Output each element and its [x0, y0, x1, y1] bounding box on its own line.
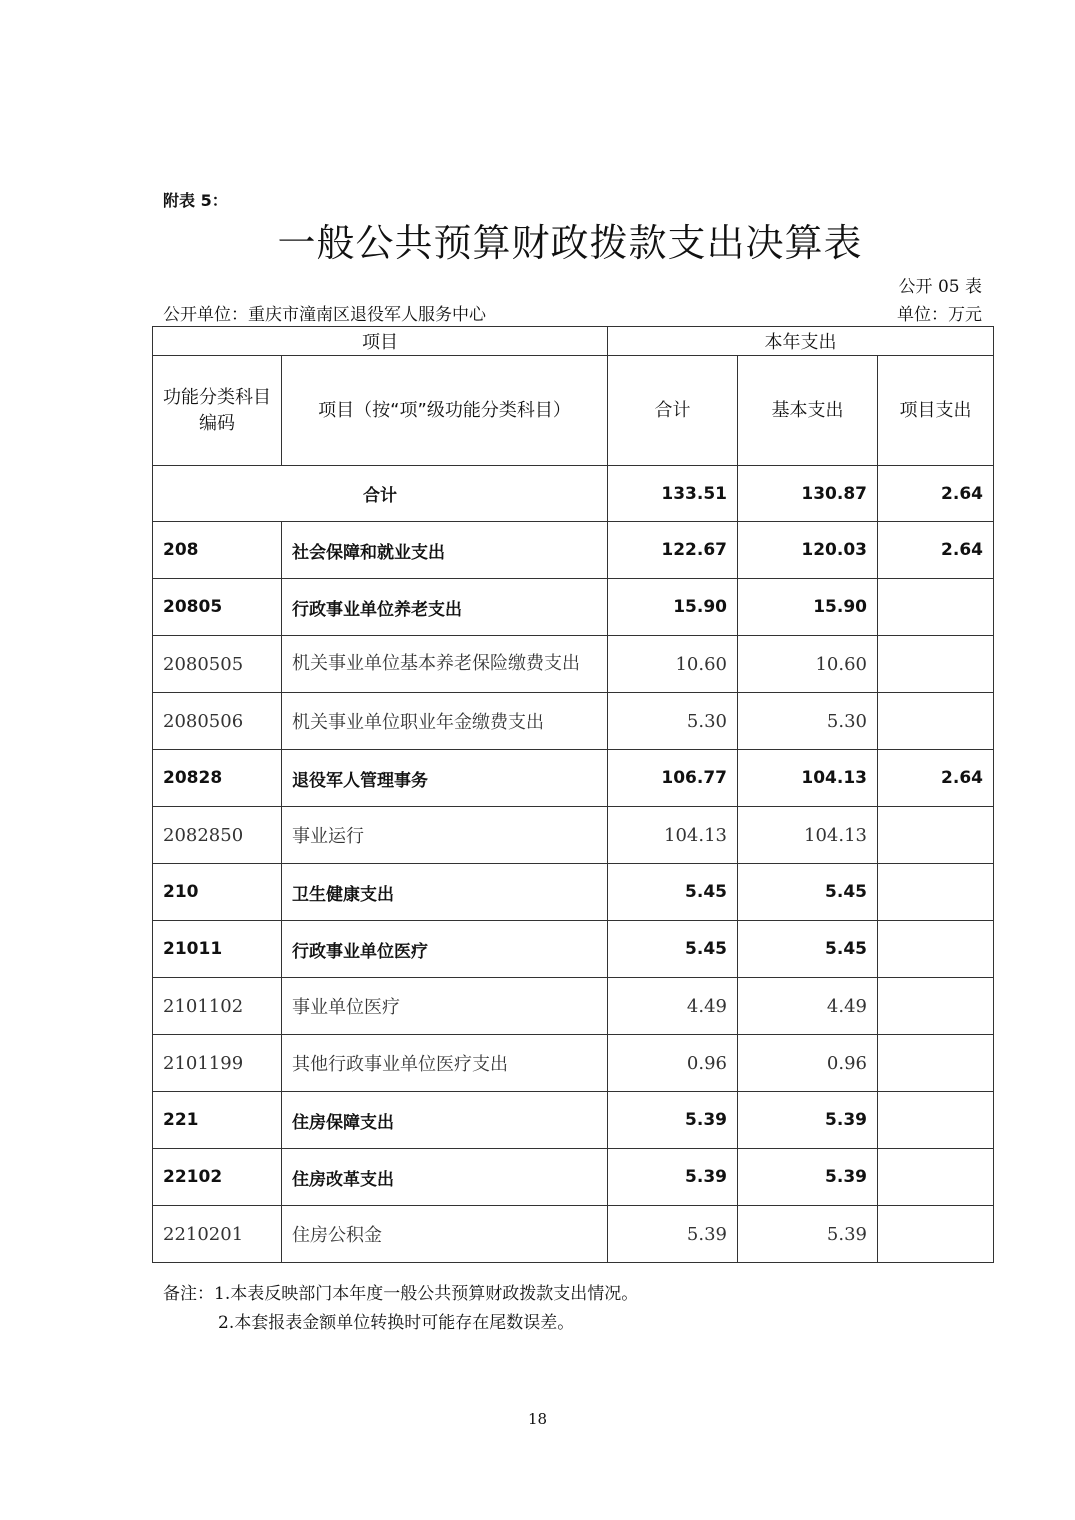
- header-name: 项目（按“项”级功能分类科目）: [282, 356, 608, 466]
- row-code: 2101102: [153, 978, 282, 1035]
- page-title: 一般公共预算财政拨款支出决算表: [277, 221, 863, 265]
- table-row: [153, 522, 994, 579]
- row-total: 0.96: [608, 1035, 738, 1092]
- row-basic: 0.96: [738, 1035, 878, 1092]
- row-total: 4.49: [608, 978, 738, 1035]
- total-amount: 133.51: [608, 466, 738, 522]
- row-code: 221: [153, 1092, 282, 1149]
- row-project: [878, 864, 994, 921]
- row-code: 2080506: [153, 693, 282, 750]
- table-row: [153, 1035, 994, 1092]
- row-name: 卫生健康支出: [282, 864, 608, 921]
- table-row: [153, 978, 994, 1035]
- row-basic: 5.39: [738, 1206, 878, 1263]
- row-basic: 15.90: [738, 579, 878, 636]
- row-name: 事业单位医疗: [282, 978, 608, 1035]
- footnote-1: 备注：1.本表反映部门本年度一般公共预算财政拨款支出情况。: [163, 1284, 639, 1304]
- total-basic: 130.87: [738, 466, 878, 522]
- row-total: 5.45: [608, 921, 738, 978]
- row-basic: 104.13: [738, 750, 878, 807]
- header-column-row: [153, 356, 994, 466]
- table-code: 公开 05 表: [898, 277, 982, 297]
- row-code: 2101199: [153, 1035, 282, 1092]
- table-row: [153, 807, 994, 864]
- row-name: 住房改革支出: [282, 1149, 608, 1206]
- table-row: [153, 579, 994, 636]
- table-row: [153, 693, 994, 750]
- row-total: 5.45: [608, 864, 738, 921]
- row-basic: 4.49: [738, 978, 878, 1035]
- table-row: [153, 921, 994, 978]
- row-code: 20828: [153, 750, 282, 807]
- row-code: 21011: [153, 921, 282, 978]
- row-basic: 104.13: [738, 807, 878, 864]
- row-total: 15.90: [608, 579, 738, 636]
- table-row: [153, 1206, 994, 1263]
- row-name: 其他行政事业单位医疗支出: [282, 1035, 608, 1092]
- row-basic: 120.03: [738, 522, 878, 579]
- row-project: [878, 636, 994, 693]
- footnotes: [163, 1280, 638, 1338]
- row-name: 行政事业单位医疗: [282, 921, 608, 978]
- header-code: 功能分类科目编码: [153, 356, 282, 466]
- total-label: 合计: [153, 466, 608, 522]
- row-project: [878, 978, 994, 1035]
- row-project: [878, 807, 994, 864]
- row-name: 机关事业单位基本养老保险缴费支出: [282, 636, 608, 693]
- row-total: 10.60: [608, 636, 738, 693]
- expenditure-table: [152, 326, 994, 1263]
- row-total: 5.39: [608, 1149, 738, 1206]
- row-total: 5.30: [608, 693, 738, 750]
- row-project: 2.64: [878, 522, 994, 579]
- row-code: 20805: [153, 579, 282, 636]
- row-name: 住房公积金: [282, 1206, 608, 1263]
- row-total: 104.13: [608, 807, 738, 864]
- row-basic: 5.39: [738, 1149, 878, 1206]
- row-code: 208: [153, 522, 282, 579]
- row-basic: 5.39: [738, 1092, 878, 1149]
- row-project: [878, 921, 994, 978]
- row-basic: 10.60: [738, 636, 878, 693]
- total-row: [153, 466, 994, 522]
- header-group-item: 项目: [153, 327, 608, 356]
- total-project: 2.64: [878, 466, 994, 522]
- row-total: 5.39: [608, 1092, 738, 1149]
- row-code: 22102: [153, 1149, 282, 1206]
- row-name: 行政事业单位养老支出: [282, 579, 608, 636]
- row-code: 210: [153, 864, 282, 921]
- row-basic: 5.45: [738, 921, 878, 978]
- row-project: [878, 1149, 994, 1206]
- row-project: [878, 579, 994, 636]
- table-row: [153, 636, 994, 693]
- row-total: 5.39: [608, 1206, 738, 1263]
- page-number: 18: [527, 1410, 548, 1428]
- table-row: [153, 1092, 994, 1149]
- row-name: 住房保障支出: [282, 1092, 608, 1149]
- table-row: [153, 1149, 994, 1206]
- row-project: [878, 693, 994, 750]
- table-row: [153, 750, 994, 807]
- row-code: 2210201: [153, 1206, 282, 1263]
- row-project: [878, 1206, 994, 1263]
- header-basic: 基本支出: [738, 356, 878, 466]
- row-name: 社会保障和就业支出: [282, 522, 608, 579]
- appendix-label: 附表 5：: [163, 191, 228, 210]
- row-name: 退役军人管理事务: [282, 750, 608, 807]
- row-total: 106.77: [608, 750, 738, 807]
- row-basic: 5.30: [738, 693, 878, 750]
- footnote-2: 2.本套报表金额单位转换时可能存在尾数误差。: [218, 1313, 575, 1333]
- header-project: 项目支出: [878, 356, 994, 466]
- row-project: [878, 1035, 994, 1092]
- header-group-expense: 本年支出: [608, 327, 994, 356]
- table-row: [153, 864, 994, 921]
- reporting-unit: 公开单位：重庆市潼南区退役军人服务中心: [163, 305, 486, 325]
- row-code: 2082850: [153, 807, 282, 864]
- row-project: 2.64: [878, 750, 994, 807]
- row-code: 2080505: [153, 636, 282, 693]
- row-total: 122.67: [608, 522, 738, 579]
- row-basic: 5.45: [738, 864, 878, 921]
- header-total: 合计: [608, 356, 738, 466]
- row-name: 事业运行: [282, 807, 608, 864]
- row-name: 机关事业单位职业年金缴费支出: [282, 693, 608, 750]
- currency-unit: 单位：万元: [897, 305, 982, 325]
- row-project: [878, 1092, 994, 1149]
- header-group-row: [153, 327, 994, 356]
